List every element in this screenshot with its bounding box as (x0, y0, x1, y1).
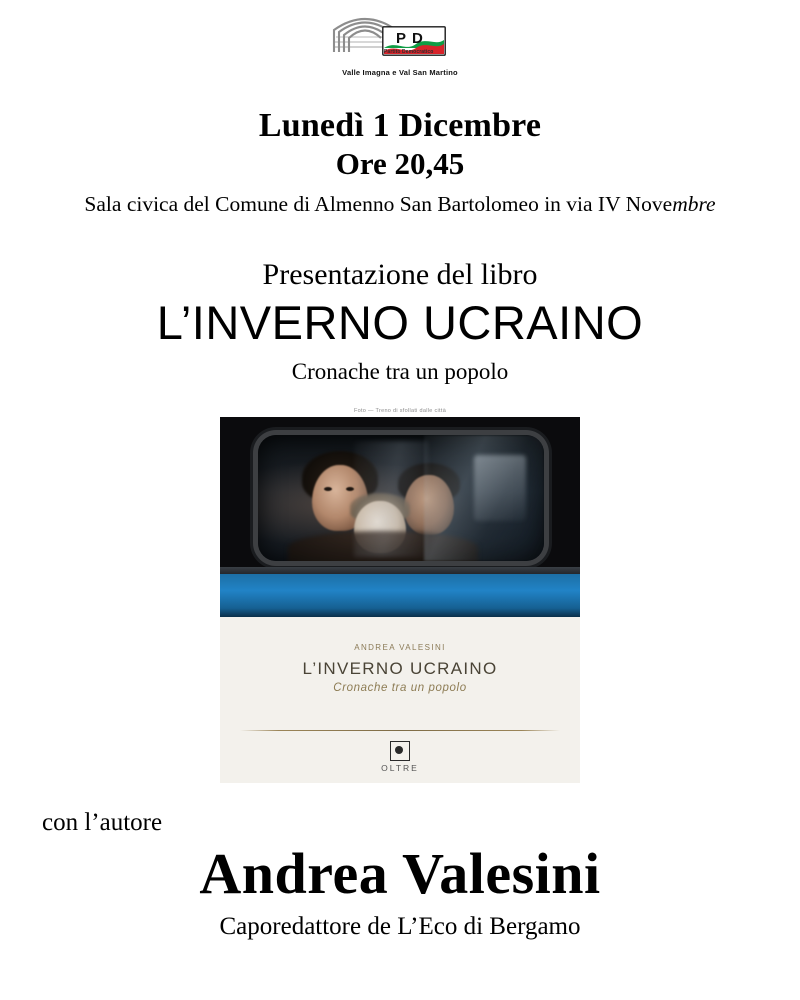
cover-typography (220, 617, 580, 783)
party-name-micro: Partito Democratico (384, 49, 434, 55)
event-date: Lunedì 1 Dicembre (258, 107, 542, 144)
cover-divider (240, 730, 560, 731)
cover-photo-credit: Foto — Treno di sfollati dalle città (353, 407, 447, 414)
svg-text:P: P (396, 30, 407, 47)
train-lower-band (220, 573, 580, 617)
event-venue-text-italic: mbre (672, 191, 716, 216)
author-role: Caporedattore de L’Eco di Bergamo (219, 912, 581, 940)
event-venue-text: Sala civica del Comune di Almenno San Bartolomeo in via IV Nove (84, 191, 673, 216)
book-cover-image (220, 408, 580, 783)
cover-author-name: ANDREA VALESINI (354, 642, 446, 652)
woman-right-eye (346, 487, 354, 491)
glass-reflection-highlight (474, 455, 526, 521)
publisher-block (220, 741, 580, 773)
cover-photograph (220, 417, 580, 617)
party-logo (326, 8, 474, 70)
party-territory-label: Valle Imagna e Val San Martino (342, 68, 458, 77)
svg-text:D: D (412, 30, 423, 47)
presentation-label: Presentazione del libro (262, 257, 538, 291)
glass-reflection-streak (354, 441, 428, 557)
publisher-name: OLTRE (381, 762, 419, 773)
event-venue (0, 192, 800, 218)
book-title: L’INVERNO UCRAINO (156, 296, 644, 350)
train-window (258, 435, 544, 561)
book-subtitle: Cronache tra un popolo (291, 359, 509, 385)
publisher-logo-icon (390, 741, 410, 761)
author-name: Andrea Valesini (199, 840, 601, 906)
cover-title: L’INVERNO UCRAINO (302, 658, 498, 678)
party-logo-block (0, 0, 800, 77)
cover-subtitle: Cronache tra un popolo (333, 681, 467, 694)
event-time: Ore 20,45 (335, 146, 465, 182)
woman-left-eye (324, 487, 332, 491)
with-author-label: con l’autore (42, 808, 163, 836)
